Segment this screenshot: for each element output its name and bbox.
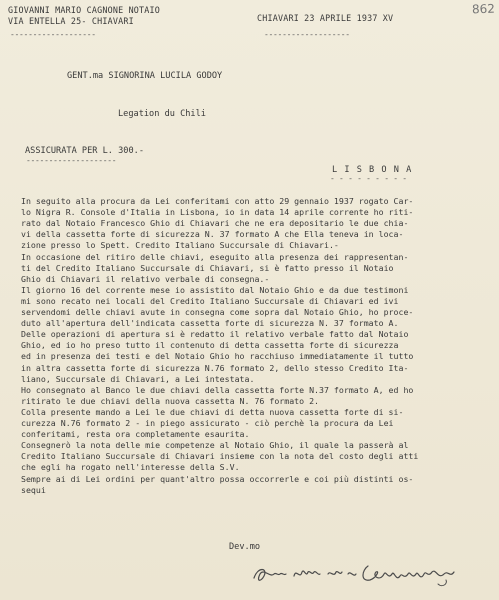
body-line: rato dal Notaio Francesco Ghio di Chiavari che ne era depositario le due chia-	[21, 218, 409, 229]
body-line: liano, Succursale di Chiavari, a Lei intestata.	[21, 373, 255, 384]
body-line: duto all'apertura dell'indicata cassetta forte di sicurezza N. 37 formato A.	[21, 318, 399, 329]
body-line: In occasione del ritiro delle chiavi, eseguito alla presenza dei rappresentan-	[21, 251, 409, 262]
body-line: che egli ha rogato nell'interesse della S.V.	[21, 462, 240, 473]
body-line: conferitami, resta ora completamente esaurita.	[21, 429, 250, 440]
body-line: servendomi delle chiavi avute in consegna come sopra dal Notaio Ghio, ho proce-	[21, 307, 414, 317]
letterhead-separator: -------------------	[10, 30, 96, 39]
body-line: vi della cassetta forte di sicurezza N. 37 formato A che Ella teneva in loca-	[21, 229, 404, 240]
insured-note: ASSICURATA PER L. 300.-	[25, 146, 144, 156]
recipient-office: Legation du Chili	[118, 109, 206, 119]
body-line: sequi	[21, 484, 46, 495]
archive-number: 862	[471, 1, 496, 17]
body-line: ti del Credito Italiano Succursale di Chiavari, si è fatto presso il Notaio	[21, 262, 394, 273]
body-line: In seguito alla procura da Lei conferitami con atto 29 gennaio 1937 rogato Car-	[21, 196, 414, 206]
body-line: ed in presenza dei testi e del Notaio Ghio ho racchiuso immediatamente il tutto	[21, 351, 414, 362]
body-line: lo Nigra R. Console d'Italia in Lisbona, io in data 14 aprile corrente ho riti-	[21, 207, 414, 218]
letterhead-address: VIA ENTELLA 25- CHIAVARI	[8, 16, 134, 26]
body-line: Ho consegnato al Banco le due chiavi della cassetta forte N.37 formato A, ed ho	[21, 384, 414, 395]
destination-underline: - - - - - - - - -	[330, 174, 407, 183]
body-line: in altra cassetta forte di sicurezza N.76 formato 2, dello stesso Credito Ita-	[21, 362, 409, 373]
body-line: Sempre ai di Lei ordini per quant'altro possa occorrerle e coi più distinti os-	[21, 473, 414, 484]
closing: Dev.mo	[229, 542, 261, 552]
body-line: Ghio di Chiavari il relativo verbale di consegna.-	[21, 273, 270, 284]
body-line: Consegnerò la nota delle mie competenze al Notaio Ghio, il quale la passerà al	[21, 440, 409, 451]
body-line: Delle operazioni di apertura si è redatto il relativo verbale fatto dal Notaio	[21, 329, 409, 340]
recipient-name: GENT.ma SIGNORINA LUCILA GODOY	[67, 71, 223, 81]
date-separator: -------------------	[264, 30, 350, 39]
destination: L I S B O N A	[332, 165, 413, 175]
signature	[250, 560, 460, 590]
date-line: CHIAVARI 23 APRILE 1937 XV	[257, 13, 394, 23]
body-line: zione presso lo Spett. Credito Italiano Succursale di Chiavari.-	[21, 240, 339, 251]
body-line: curezza N.76 formato 2 - in piego assicurato - ciò perchè la procura da Lei	[21, 418, 394, 428]
body-line: ritirato le due chiavi della nuova cassetta N. 76 formato 2.	[21, 395, 320, 406]
body-line: Il giorno 16 del corrente mese io assistito dal Notaio Ghio e da due testimoni	[21, 284, 409, 295]
body-line: Colla presente mando a Lei le due chiavi di detta nuova cassetta forte di si-	[21, 406, 404, 417]
body-line: Credito Italiano Succursale di Chiavari insieme con la nota del costo degli atti	[21, 451, 419, 462]
body-line: mi sono recato nei locali del Credito Italiano Succursale di Chiavari ed ivi	[21, 295, 399, 306]
letterhead-name: GIOVANNI MARIO CAGNONE NOTAIO	[8, 5, 161, 15]
body-line: Ghio, ed io ho preso tutto il contenuto di detta cassetta forte di sicurezza	[21, 340, 399, 351]
insured-underline: --------------------	[26, 156, 117, 165]
